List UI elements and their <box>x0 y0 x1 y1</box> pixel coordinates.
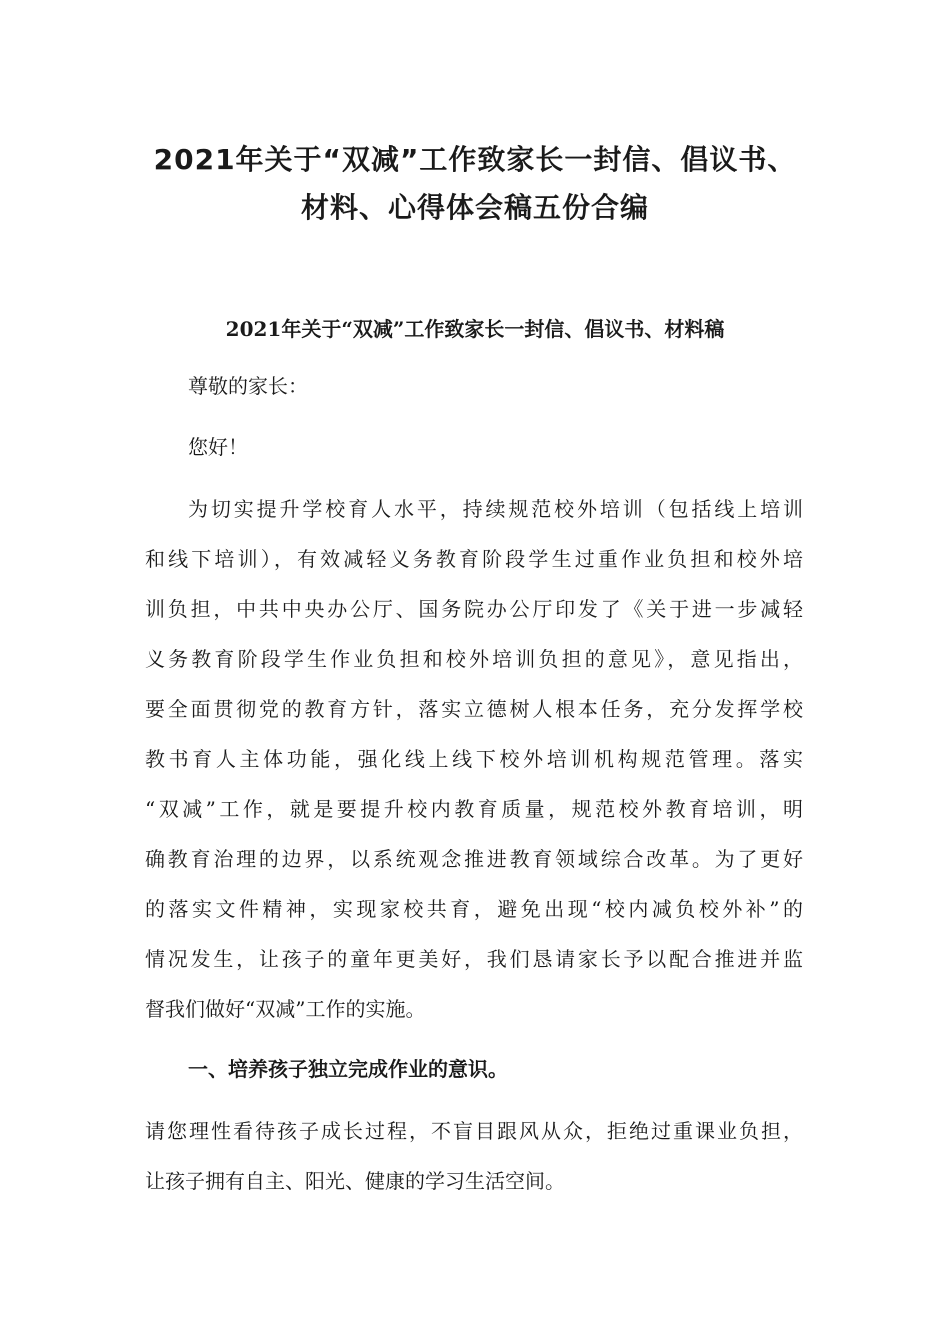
paragraph-line: 确教育治理的边界，以系统观念推进教育领域综合改革。为了更好 <box>145 847 803 871</box>
document-title-line-2: 材料、心得体会稿五份合编 <box>300 191 649 224</box>
paragraph-line: 训负担，中共中央办公厅、国务院办公厅印发了《关于进一步减轻 <box>145 597 803 621</box>
paragraph-line: 和线下培训），有效减轻义务教育阶段学生过重作业负担和校外培 <box>145 547 803 571</box>
paragraph-line: 让孩子拥有自主、阳光、健康的学习生活空间。 <box>145 1169 565 1193</box>
greeting: 您好！ <box>188 435 248 459</box>
paragraph-line: “双减”工作，就是要提升校内教育质量，规范校外教育培训，明 <box>145 797 803 821</box>
section-subtitle: 2021年关于“双减”工作致家长一封信、倡议书、材料稿 <box>225 317 725 341</box>
paragraph-line: 义务教育阶段学生作业负担和校外培训负担的意见》，意见指出， <box>145 647 803 671</box>
paragraph-line: 督我们做好“双减”工作的实施。 <box>145 997 426 1021</box>
paragraph-line: 要全面贯彻党的教育方针，落实立德树人根本任务，充分发挥学校 <box>145 697 803 721</box>
paragraph-line: 请您理性看待孩子成长过程，不盲目跟风从众，拒绝过重课业负担， <box>145 1119 803 1143</box>
section-1-heading: 一、培养孩子独立完成作业的意识。 <box>188 1057 508 1081</box>
salutation: 尊敬的家长： <box>188 374 308 398</box>
document-title-line-1: 2021年关于“双减”工作致家长一封信、倡议书、 <box>153 143 797 176</box>
paragraph-line: 教书育人主体功能，强化线上线下校外培训机构规范管理。落实 <box>145 747 803 771</box>
paragraph-line: 情况发生，让孩子的童年更美好，我们恳请家长予以配合推进并监 <box>145 947 803 971</box>
paragraph-line: 的落实文件精神，实现家校共育，避免出现“校内减负校外补”的 <box>145 897 803 921</box>
paragraph-line: 为切实提升学校育人水平，持续规范校外培训（包括线上培训 <box>188 497 803 521</box>
